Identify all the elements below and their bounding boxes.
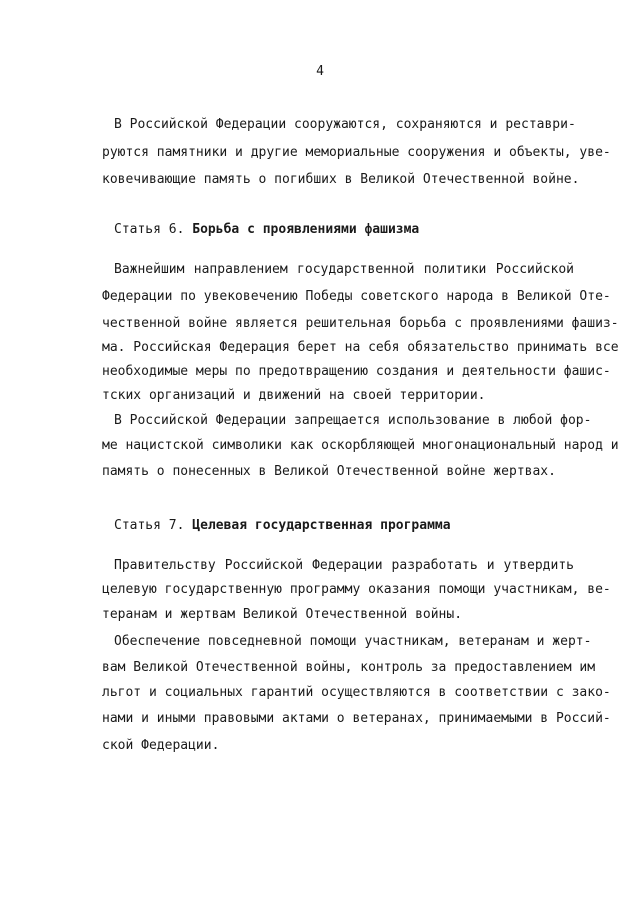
paragraph-line: вам Великой Отечественной войны, контроль за предоставлением им [102, 660, 596, 675]
paragraph-line: ме нацистской символики как оскорбляющей многонациональный народ и [102, 438, 619, 453]
paragraph-line: чественной войне является решительная борьба с проявлениями фашиз- [102, 316, 619, 331]
paragraph-line: тских организаций и движений на своей территории. [102, 388, 486, 403]
page-number: 4 [316, 64, 324, 79]
paragraph-line: необходимые меры по предотвращению создания и деятельности фашис- [102, 364, 611, 379]
paragraph-line: теранам и жертвам Великой Отечественной войны. [102, 607, 463, 622]
article-7-heading [114, 518, 574, 534]
paragraph-line: В Российской Федерации сооружаются, сохраняются и реставри- [114, 117, 576, 132]
article-label: Статья 7. [114, 518, 185, 533]
paragraph-line: Правительству Российской Федерации разработать и утвердить [114, 558, 574, 573]
paragraph-line: ской Федерации. [102, 738, 220, 753]
article-title: Целевая государственная программа [192, 518, 451, 533]
paragraph-line: руются памятники и другие мемориальные сооружения и объекты, уве- [102, 145, 611, 160]
paragraph-line: Обеспечение повседневной помощи участникам, ветеранам и жерт- [114, 634, 592, 649]
paragraph-line: целевую государственную программу оказания помощи участникам, ве- [102, 582, 611, 597]
article-title: Борьба с проявлениями фашизма [192, 222, 420, 237]
paragraph-line: память о понесенных в Великой Отечественной войне жертвах. [102, 464, 556, 479]
paragraph-line: Важнейшим направлением государственной политики Российской [114, 262, 574, 277]
paragraph-line: ковечивающие память о погибших в Великой Отечественной войне. [102, 172, 580, 187]
paragraph-line: нами и иными правовыми актами о ветеранах, принимаемыми в Россий- [102, 711, 611, 726]
article-label: Статья 6. [114, 222, 185, 237]
paragraph-line: Федерации по увековечению Победы советского народа в Великой Оте- [102, 289, 611, 304]
paragraph-line: льгот и социальных гарантий осуществляются в соответствии с зако- [102, 685, 611, 700]
paragraph-line: В Российской Федерации запрещается использование в любой фор- [114, 413, 592, 428]
paragraph-line: ма. Российская Федерация берет на себя обязательство принимать все [102, 340, 619, 355]
article-6-heading [114, 222, 574, 238]
